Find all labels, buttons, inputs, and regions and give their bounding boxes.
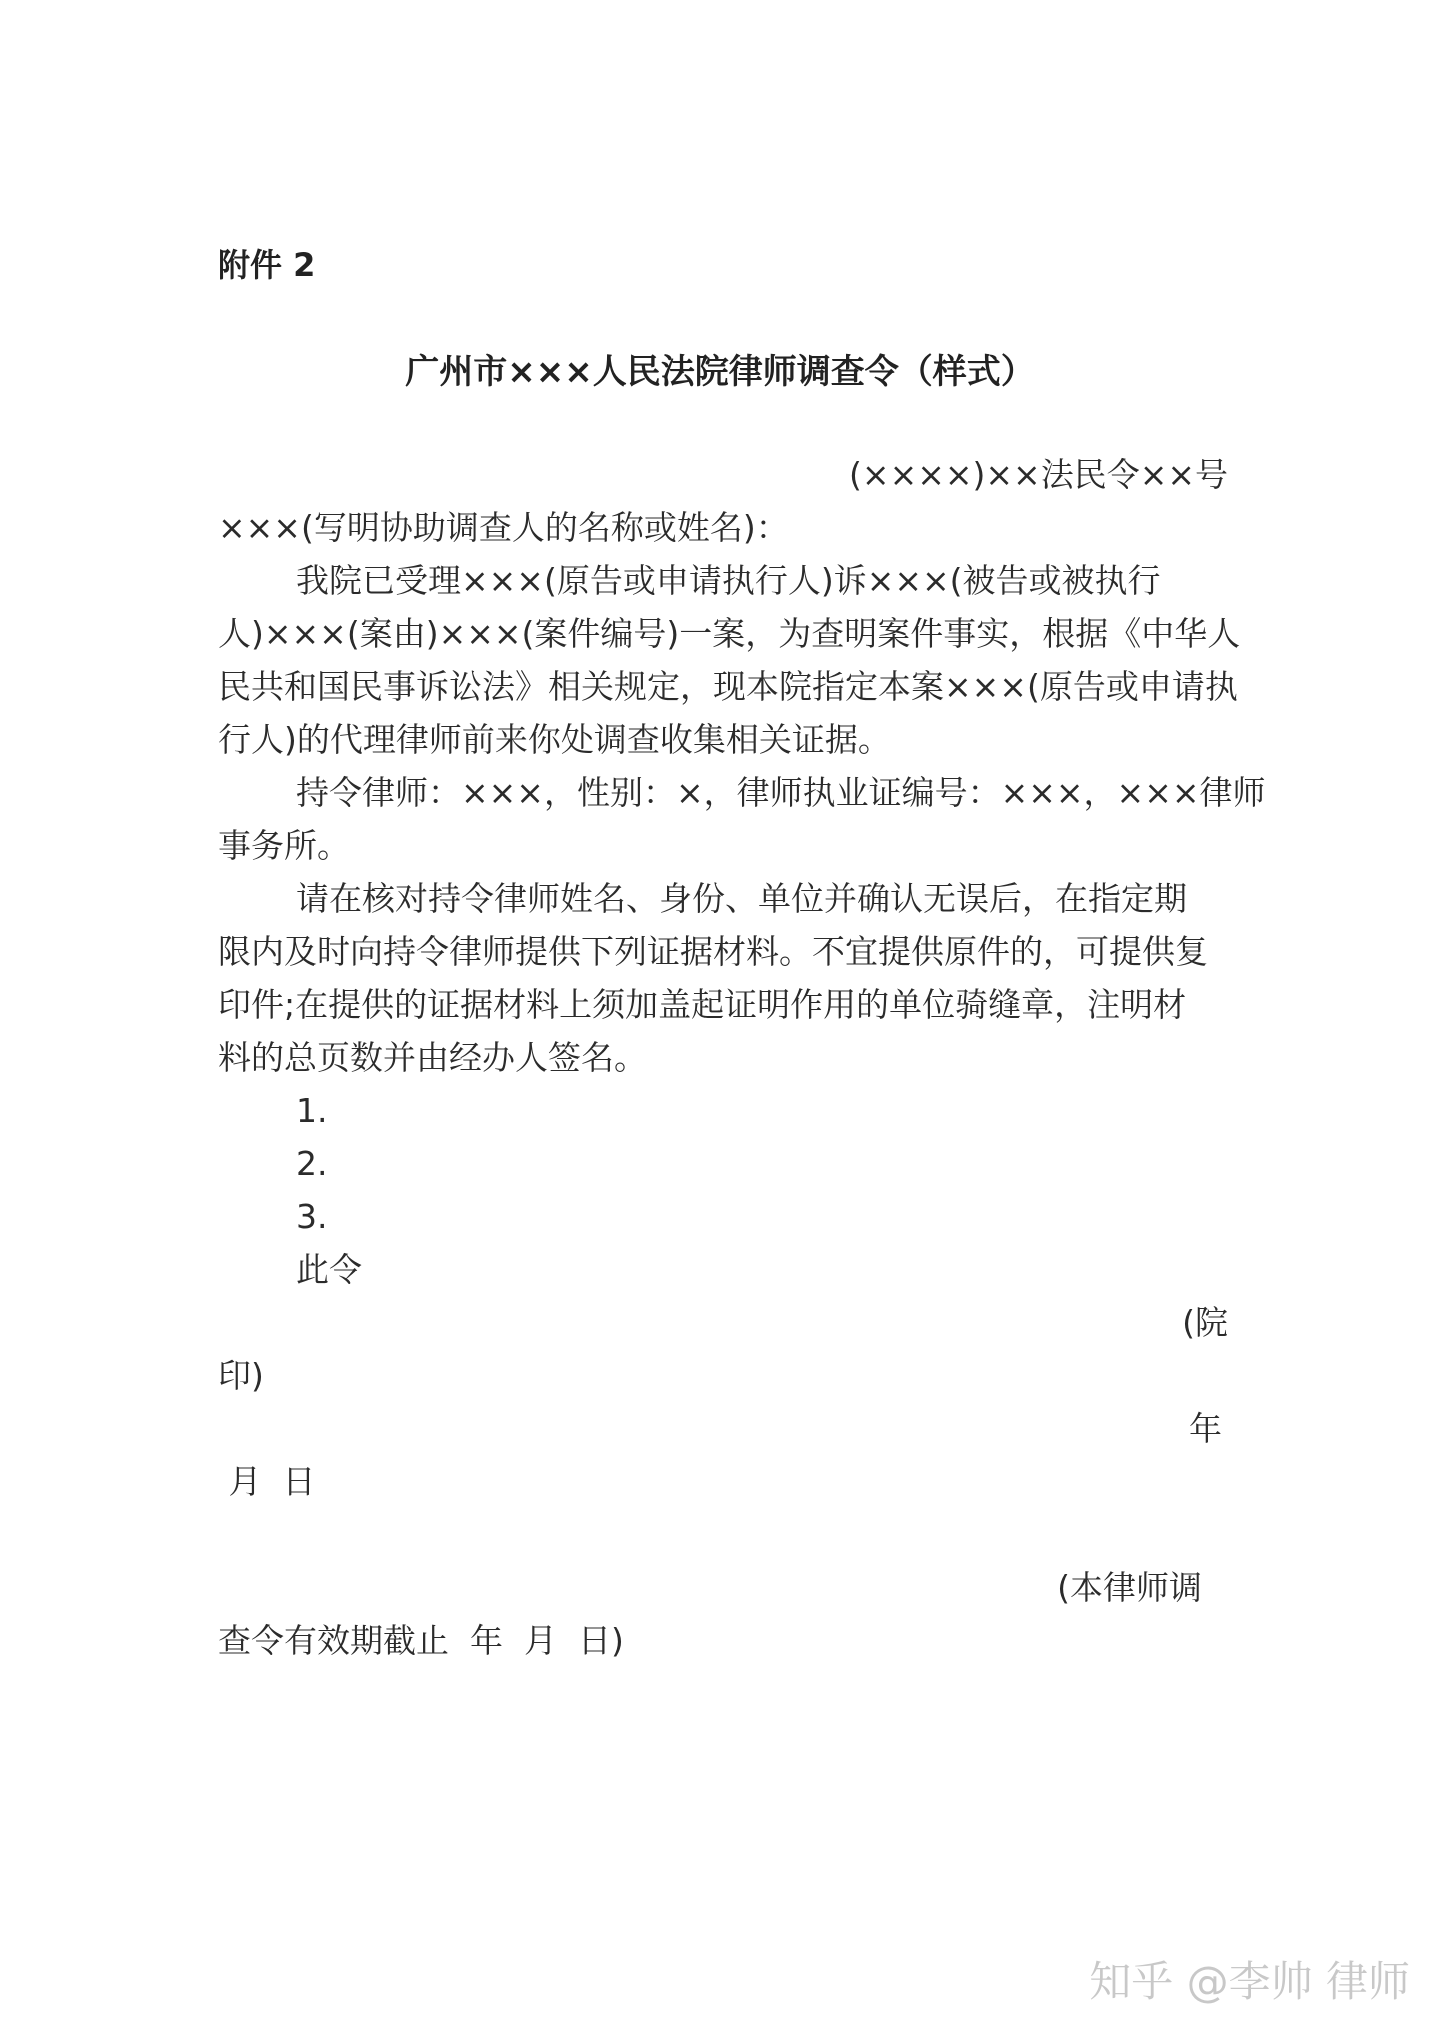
para3-line: 限内及时向持令律师提供下列证据材料。不宜提供原件的，可提供复 xyxy=(218,932,1208,971)
list-item: 3. xyxy=(296,1197,328,1236)
validity-line: 查令有效期截止 年 月 日) xyxy=(218,1621,624,1660)
para1-line: 民共和国民事诉讼法》相关规定，现本院指定本案×××(原告或申请执 xyxy=(218,667,1238,706)
doc-number: (××××)××法民令××号 xyxy=(849,455,1228,494)
para1-line: 行人)的代理律师前来你处调查收集相关证据。 xyxy=(218,720,891,759)
date-line: 月 日 xyxy=(218,1462,316,1501)
para2-line: 持令律师：×××，性别：×，律师执业证编号：×××，×××律师 xyxy=(296,773,1266,812)
addressee: ×××(写明协助调查人的名称或姓名)： xyxy=(218,508,789,547)
watermark: 知乎 @李帅 律师 xyxy=(1089,1957,1410,2006)
validity-line: (本律师调 xyxy=(1057,1568,1202,1607)
para2-line: 事务所。 xyxy=(218,826,350,865)
seal-line: 印) xyxy=(218,1356,264,1395)
page-title: 广州市×××人民法院律师调查令（样式） xyxy=(405,352,1035,392)
para3-line: 料的总页数并由经办人签名。 xyxy=(218,1038,647,1077)
para3-line: 请在核对持令律师姓名、身份、单位并确认无误后，在指定期 xyxy=(296,879,1187,918)
para1-line: 人)×××(案由)×××(案件编号)一案，为查明案件事实，根据《中华人 xyxy=(218,614,1241,653)
date-line: 年 xyxy=(1189,1409,1222,1448)
list-item: 1. xyxy=(296,1091,328,1130)
closing: 此令 xyxy=(296,1250,362,1289)
para1-line: 我院已受理×××(原告或申请执行人)诉×××(被告或被执行 xyxy=(296,561,1161,600)
seal-line: (院 xyxy=(1182,1303,1228,1342)
attachment-label: 附件 2 xyxy=(218,246,316,284)
document-body xyxy=(218,448,1266,1667)
list-item: 2. xyxy=(296,1144,328,1183)
spacer xyxy=(218,1508,1228,1561)
para3-line: 印件;在提供的证据材料上须加盖起证明作用的单位骑缝章，注明材 xyxy=(218,985,1187,1024)
